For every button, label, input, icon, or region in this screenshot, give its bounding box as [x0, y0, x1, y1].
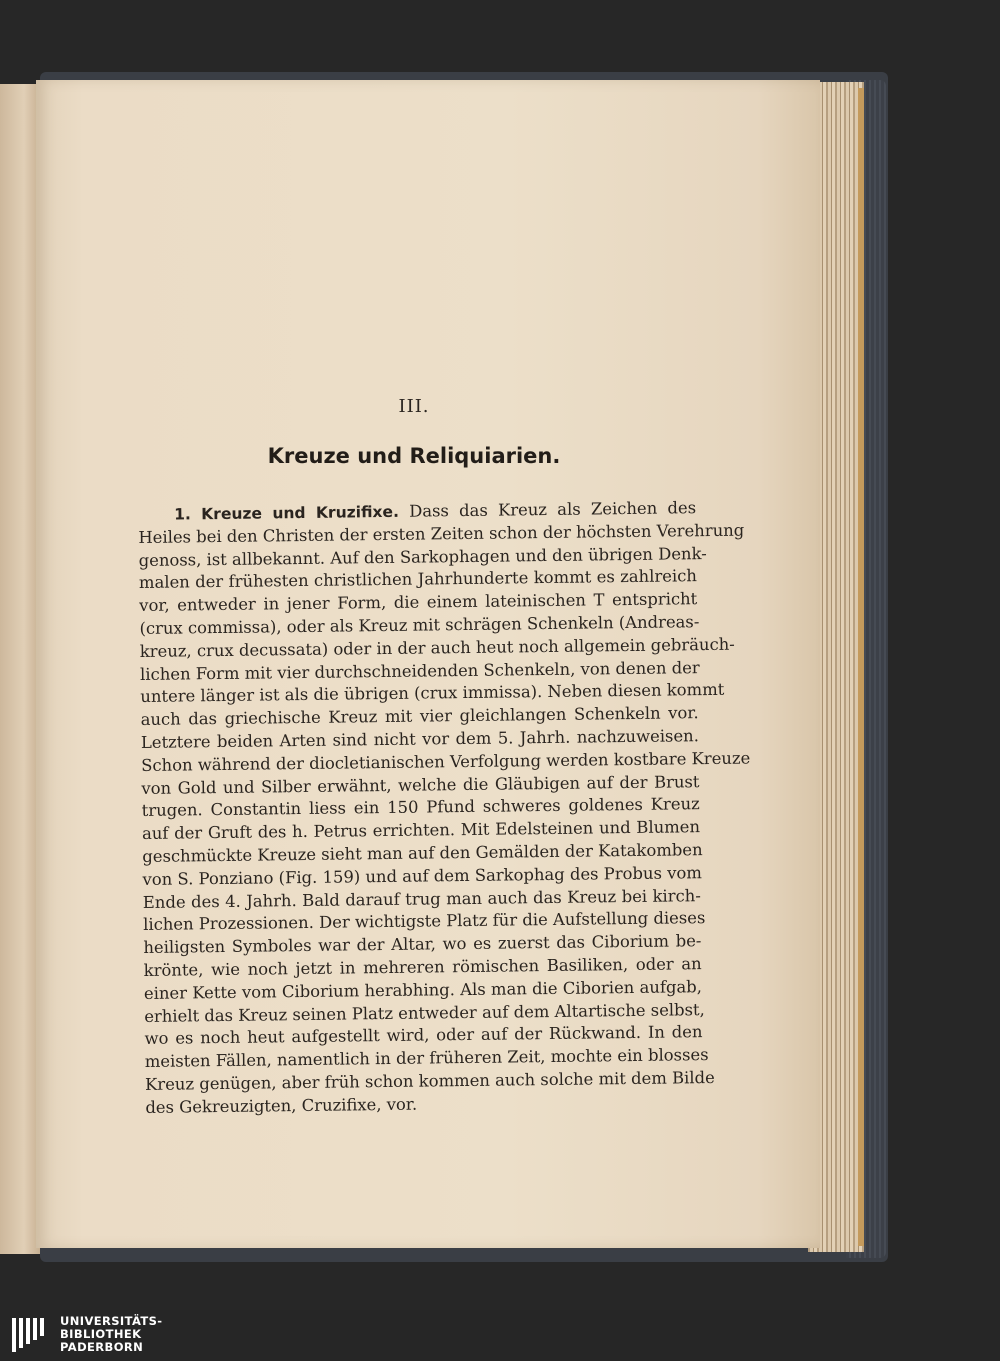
- text-line: Ende des 4. Jahrh. Bald darauf trug man auch das Kreuz bei kirch-: [142, 885, 701, 912]
- chapter-number: III.: [398, 396, 430, 417]
- text-line: auch das griechische Kreuz mit vier gleichlangen Schenkeln vor.: [140, 703, 699, 730]
- text-line: meisten Fällen, namentlich in der früheren Zeit, mochte ein blosses: [144, 1045, 709, 1072]
- library-logo-icon[interactable]: [10, 1316, 50, 1356]
- text-line: lichen Prozessionen. Der wichtigste Platz für die Aufstellung dieses: [143, 908, 706, 935]
- logo-line: BIBLIOTHEK: [60, 1327, 142, 1341]
- facing-page-edge: [0, 84, 40, 1254]
- text-line: auf der Gruft des h. Petrus errichten. Mit Edelsteinen und Blumen: [141, 817, 701, 844]
- text-line: (crux commissa), oder als Kreuz mit schrägen Schenkeln (Andreas-: [139, 612, 700, 638]
- library-logo-text[interactable]: [60, 1315, 162, 1354]
- text-line: von Gold und Silber erwähnt, welche die Gläubigen auf der Brust: [141, 771, 700, 798]
- text-line: malen der frühesten christlichen Jahrhunderte kommt es zahlreich: [138, 566, 698, 593]
- text-line: von S. Ponziano (Fig. 159) und auf dem Sarkophag des Probus vom: [142, 862, 702, 889]
- body-text: [138, 497, 751, 1119]
- text-line: 1. Kreuze und Kruzifixe. Dass das Kreuz als Zeichen des: [174, 498, 697, 524]
- logo-line: PADERBORN: [60, 1340, 144, 1354]
- text-line: genoss, ist allbekannt. Auf den Sarkophagen und den übrigen Denk-: [138, 543, 707, 570]
- section-heading: 1. Kreuze und Kruzifixe.: [174, 502, 400, 524]
- text-line: kreuz, crux decussata) oder in der auch heut noch allgemein gebräuch-: [139, 634, 735, 661]
- text-line: Letztere beiden Arten sind nicht vor dem 5. Jahrh. nachzuweisen.: [140, 726, 699, 752]
- text-line: wo es noch heut aufgestellt wird, oder auf der Rückwand. In den: [144, 1022, 703, 1049]
- text-line: einer Kette vom Ciborium herabhing. Als man die Ciborien aufgab,: [143, 976, 703, 1003]
- text-line: heiligsten Symboles war der Altar, wo es zuerst das Ciborium be-: [143, 931, 702, 958]
- book-page: [36, 80, 820, 1248]
- text-line: Heiles bei den Christen der ersten Zeiten schon der höchsten Verehrung: [138, 520, 745, 547]
- text-line: lichen Form mit vier durchschneidenden Schenkeln, von denen der: [139, 657, 700, 684]
- text-line: erhielt das Kreuz seinen Platz entweder auf dem Altartische selbst,: [144, 999, 705, 1026]
- text-line: trugen. Constantin liess ein 150 Pfund schweres goldenes Kreuz: [141, 794, 700, 821]
- text-line: des Gekreuzigten, Cruzifixe, vor.: [145, 1094, 418, 1117]
- text-line: krönte, wie noch jetzt in mehreren römischen Basiliken, oder an: [143, 954, 702, 980]
- text-line: Kreuz genügen, aber früh schon kommen auch solche mit dem Bilde: [144, 1067, 715, 1094]
- text-line: geschmückte Kreuze sieht man auf den Gemälden der Katakomben: [142, 840, 703, 866]
- chapter-title: Kreuze und Reliquiarien.: [267, 444, 561, 468]
- text-line: vor, entweder in jener Form, die einem lateinischen T entspricht: [139, 589, 698, 616]
- text-line: untere länger ist als die übrigen (crux immissa). Neben diesen kommt: [140, 680, 725, 707]
- logo-line: UNIVERSITÄTS-: [60, 1314, 163, 1328]
- text-line: Schon während der diocletianischen Verfolgung werden kostbare Kreuze: [141, 748, 751, 775]
